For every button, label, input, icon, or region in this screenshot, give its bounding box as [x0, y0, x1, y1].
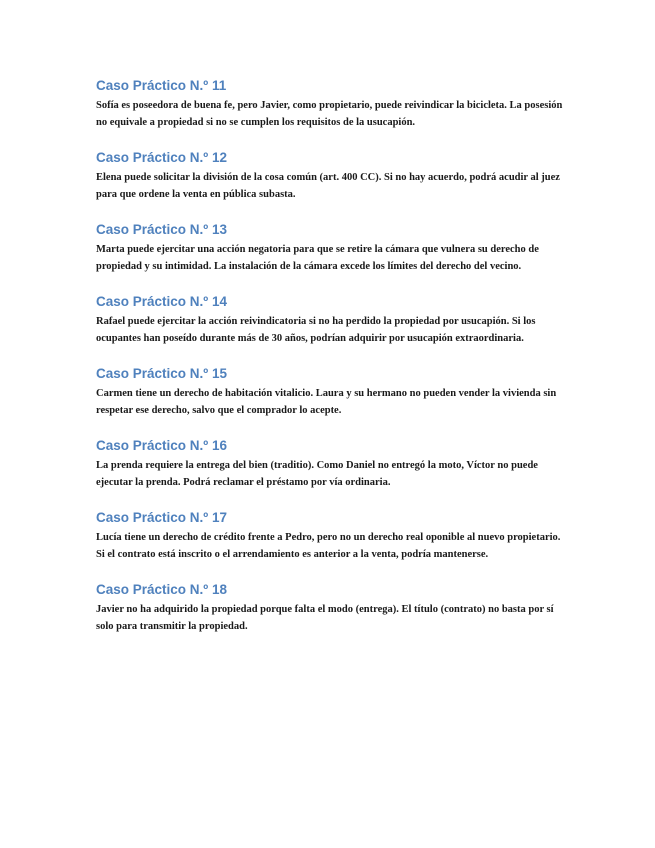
case-heading: Caso Práctico N.º 17: [96, 510, 227, 525]
case-answer: Javier no ha adquirido la propiedad porque falta el modo (entrega). El título (contrato) no basta por sí solo para transmitir la propiedad.: [96, 604, 554, 632]
case-section-15: [96, 365, 566, 419]
case-answer: Lucía tiene un derecho de crédito frente a Pedro, pero no un derecho real oponible al nuevo propietario. Si el contrato está inscrito o el arrendamiento es anterior a la venta, podría mantenerse.: [96, 532, 561, 560]
case-answer: La prenda requiere la entrega del bien (traditio). Como Daniel no entregó la moto, Víctor no puede ejecutar la prenda. Podrá reclamar el préstamo por vía ordinaria.: [96, 460, 538, 488]
document-content: [96, 77, 566, 653]
case-heading: Caso Práctico N.º 15: [96, 366, 227, 381]
case-section-11: [96, 77, 566, 131]
case-answer: Carmen tiene un derecho de habitación vitalicio. Laura y su hermano no pueden vender la vivienda sin respetar ese derecho, salvo que el comprador lo acepte.: [96, 388, 557, 416]
case-heading: Caso Práctico N.º 12: [96, 150, 227, 165]
case-answer: Sofía es poseedora de buena fe, pero Javier, como propietario, puede reivindicar la bicicleta. La posesión no equivale a propiedad si no se cumplen los requisitos de la usucapión.: [96, 100, 563, 128]
case-answer: Elena puede solicitar la división de la cosa común (art. 400 CC). Si no hay acuerdo, podrá acudir al juez para que ordene la venta en pública subasta.: [96, 172, 560, 200]
case-answer: Rafael puede ejercitar la acción reivindicatoria si no ha perdido la propiedad por usucapión. Si los ocupantes han poseído durante más de 30 años, podrían adquirir por usucapión extraordinaria.: [96, 316, 536, 344]
case-heading: Caso Práctico N.º 11: [96, 78, 227, 93]
case-section-13: [96, 221, 566, 275]
case-section-16: [96, 437, 566, 491]
case-heading: Caso Práctico N.º 13: [96, 222, 227, 237]
case-section-18: [96, 581, 566, 635]
case-section-17: [96, 509, 566, 563]
case-heading: Caso Práctico N.º 16: [96, 438, 227, 453]
case-answer: Marta puede ejercitar una acción negatoria para que se retire la cámara que vulnera su derecho de propiedad y su intimidad. La instalación de la cámara excede los límites del derecho del vecino.: [96, 244, 539, 272]
case-heading: Caso Práctico N.º 14: [96, 294, 227, 309]
case-section-12: [96, 149, 566, 203]
case-section-14: [96, 293, 566, 347]
case-heading: Caso Práctico N.º 18: [96, 582, 227, 597]
